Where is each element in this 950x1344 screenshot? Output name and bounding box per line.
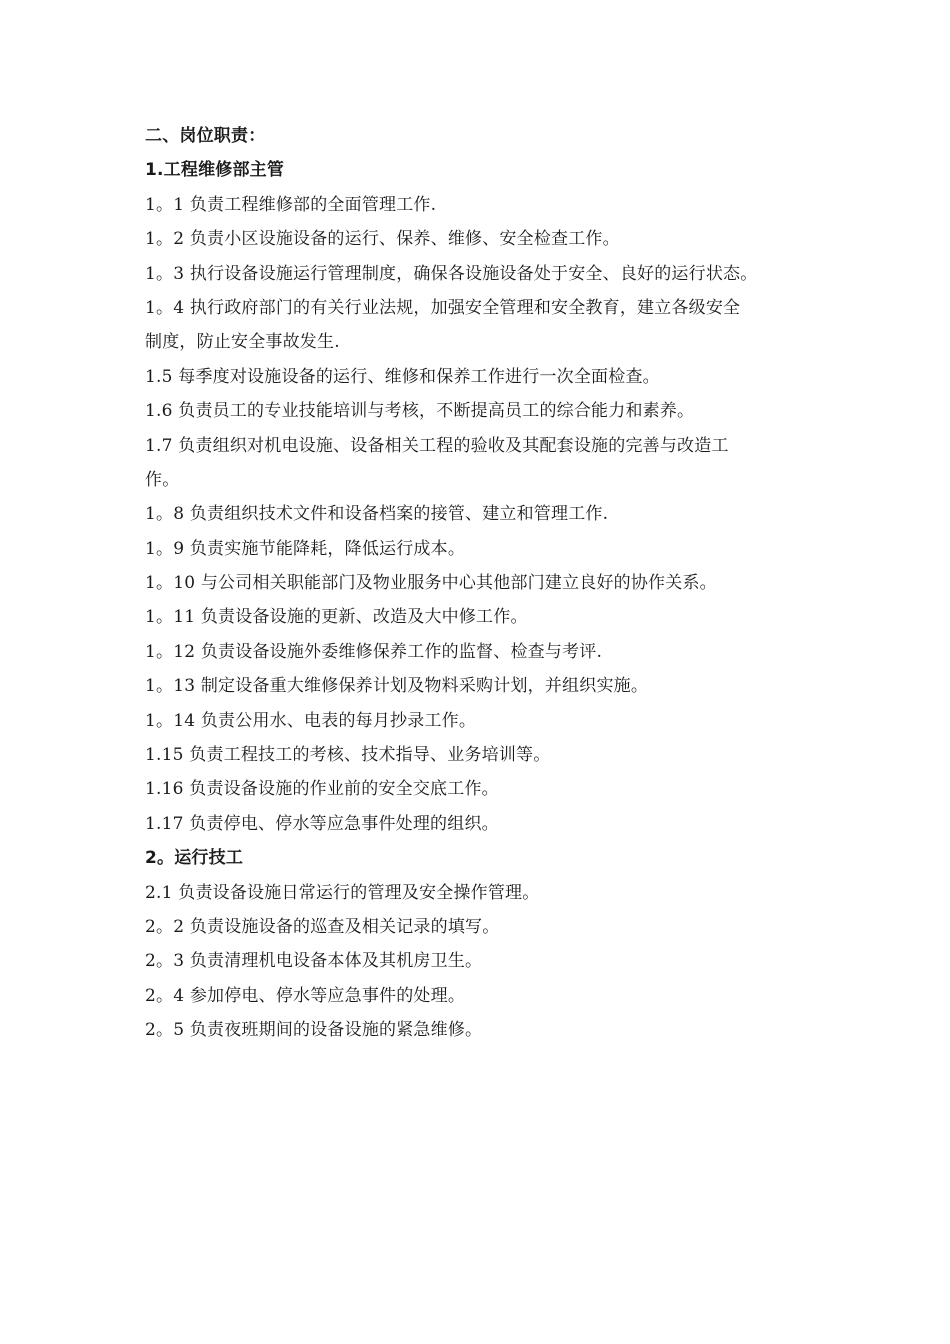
duty-line: 1.6 负责员工的专业技能培训与考核，不断提高员工的综合能力和素养。 bbox=[145, 401, 695, 422]
duty-line: 1。9 负责实施节能降耗，降低运行成本。 bbox=[145, 538, 466, 559]
duty-line: 1。12 负责设备设施外委维修保养工作的监督、检查与考评. bbox=[145, 641, 603, 662]
duty-line: 1.17 负责停电、停水等应急事件处理的组织。 bbox=[145, 813, 499, 834]
duty-line: 2.1 负责设备设施日常运行的管理及安全操作管理。 bbox=[145, 882, 540, 903]
duty-line: 1。2 负责小区设施设备的运行、保养、维修、安全检查工作。 bbox=[145, 229, 620, 250]
duty-line: 2。3 负责清理机电设备本体及其机房卫生。 bbox=[145, 951, 483, 972]
duty-line: 1。14 负责公用水、电表的每月抄录工作。 bbox=[145, 710, 477, 731]
duty-line: 1。11 负责设备设施的更新、改造及大中修工作。 bbox=[145, 607, 528, 628]
duty-line: 1。1 负责工程维修部的全面管理工作. bbox=[145, 194, 437, 215]
duty-line: 1.15 负责工程技工的考核、技术指导、业务培训等。 bbox=[145, 745, 551, 766]
duty-line: 1。3 执行设备设施运行管理制度，确保各设施设备处于安全、良好的运行状态。 bbox=[145, 263, 758, 284]
duty-line: 1.7 负责组织对机电设施、设备相关工程的验收及其配套设施的完善与改造工 bbox=[145, 435, 729, 456]
section1-title: 1.工程维修部主管 bbox=[145, 160, 285, 181]
duty-line: 1。8 负责组织技术文件和设备档案的接管、建立和管理工作. bbox=[145, 504, 609, 525]
duty-line: 1。10 与公司相关职能部门及物业服务中心其他部门建立良好的协作关系。 bbox=[145, 573, 717, 594]
duty-line: 2。2 负责设施设备的巡查及相关记录的填写。 bbox=[145, 916, 500, 937]
duty-line: 1。4 执行政府部门的有关行业法规，加强安全管理和安全教育，建立各级安全 bbox=[145, 297, 741, 318]
section2-title: 2。运行技工 bbox=[145, 848, 244, 869]
section-heading: 二、岗位职责： bbox=[145, 126, 266, 146]
duty-line: 2。4 参加停电、停水等应急事件的处理。 bbox=[145, 985, 466, 1006]
duty-line: 制度，防止安全事故发生. bbox=[145, 332, 340, 353]
duty-line: 1.5 每季度对设施设备的运行、维修和保养工作进行一次全面检查。 bbox=[145, 366, 660, 387]
document-body bbox=[145, 119, 825, 1048]
duty-line: 1。13 制定设备重大维修保养计划及物料采购计划，并组织实施。 bbox=[145, 676, 649, 697]
duty-line: 作。 bbox=[145, 469, 180, 490]
duty-line: 2。5 负责夜班期间的设备设施的紧急维修。 bbox=[145, 1020, 483, 1041]
duty-line: 1.16 负责设备设施的作业前的安全交底工作。 bbox=[145, 779, 499, 800]
